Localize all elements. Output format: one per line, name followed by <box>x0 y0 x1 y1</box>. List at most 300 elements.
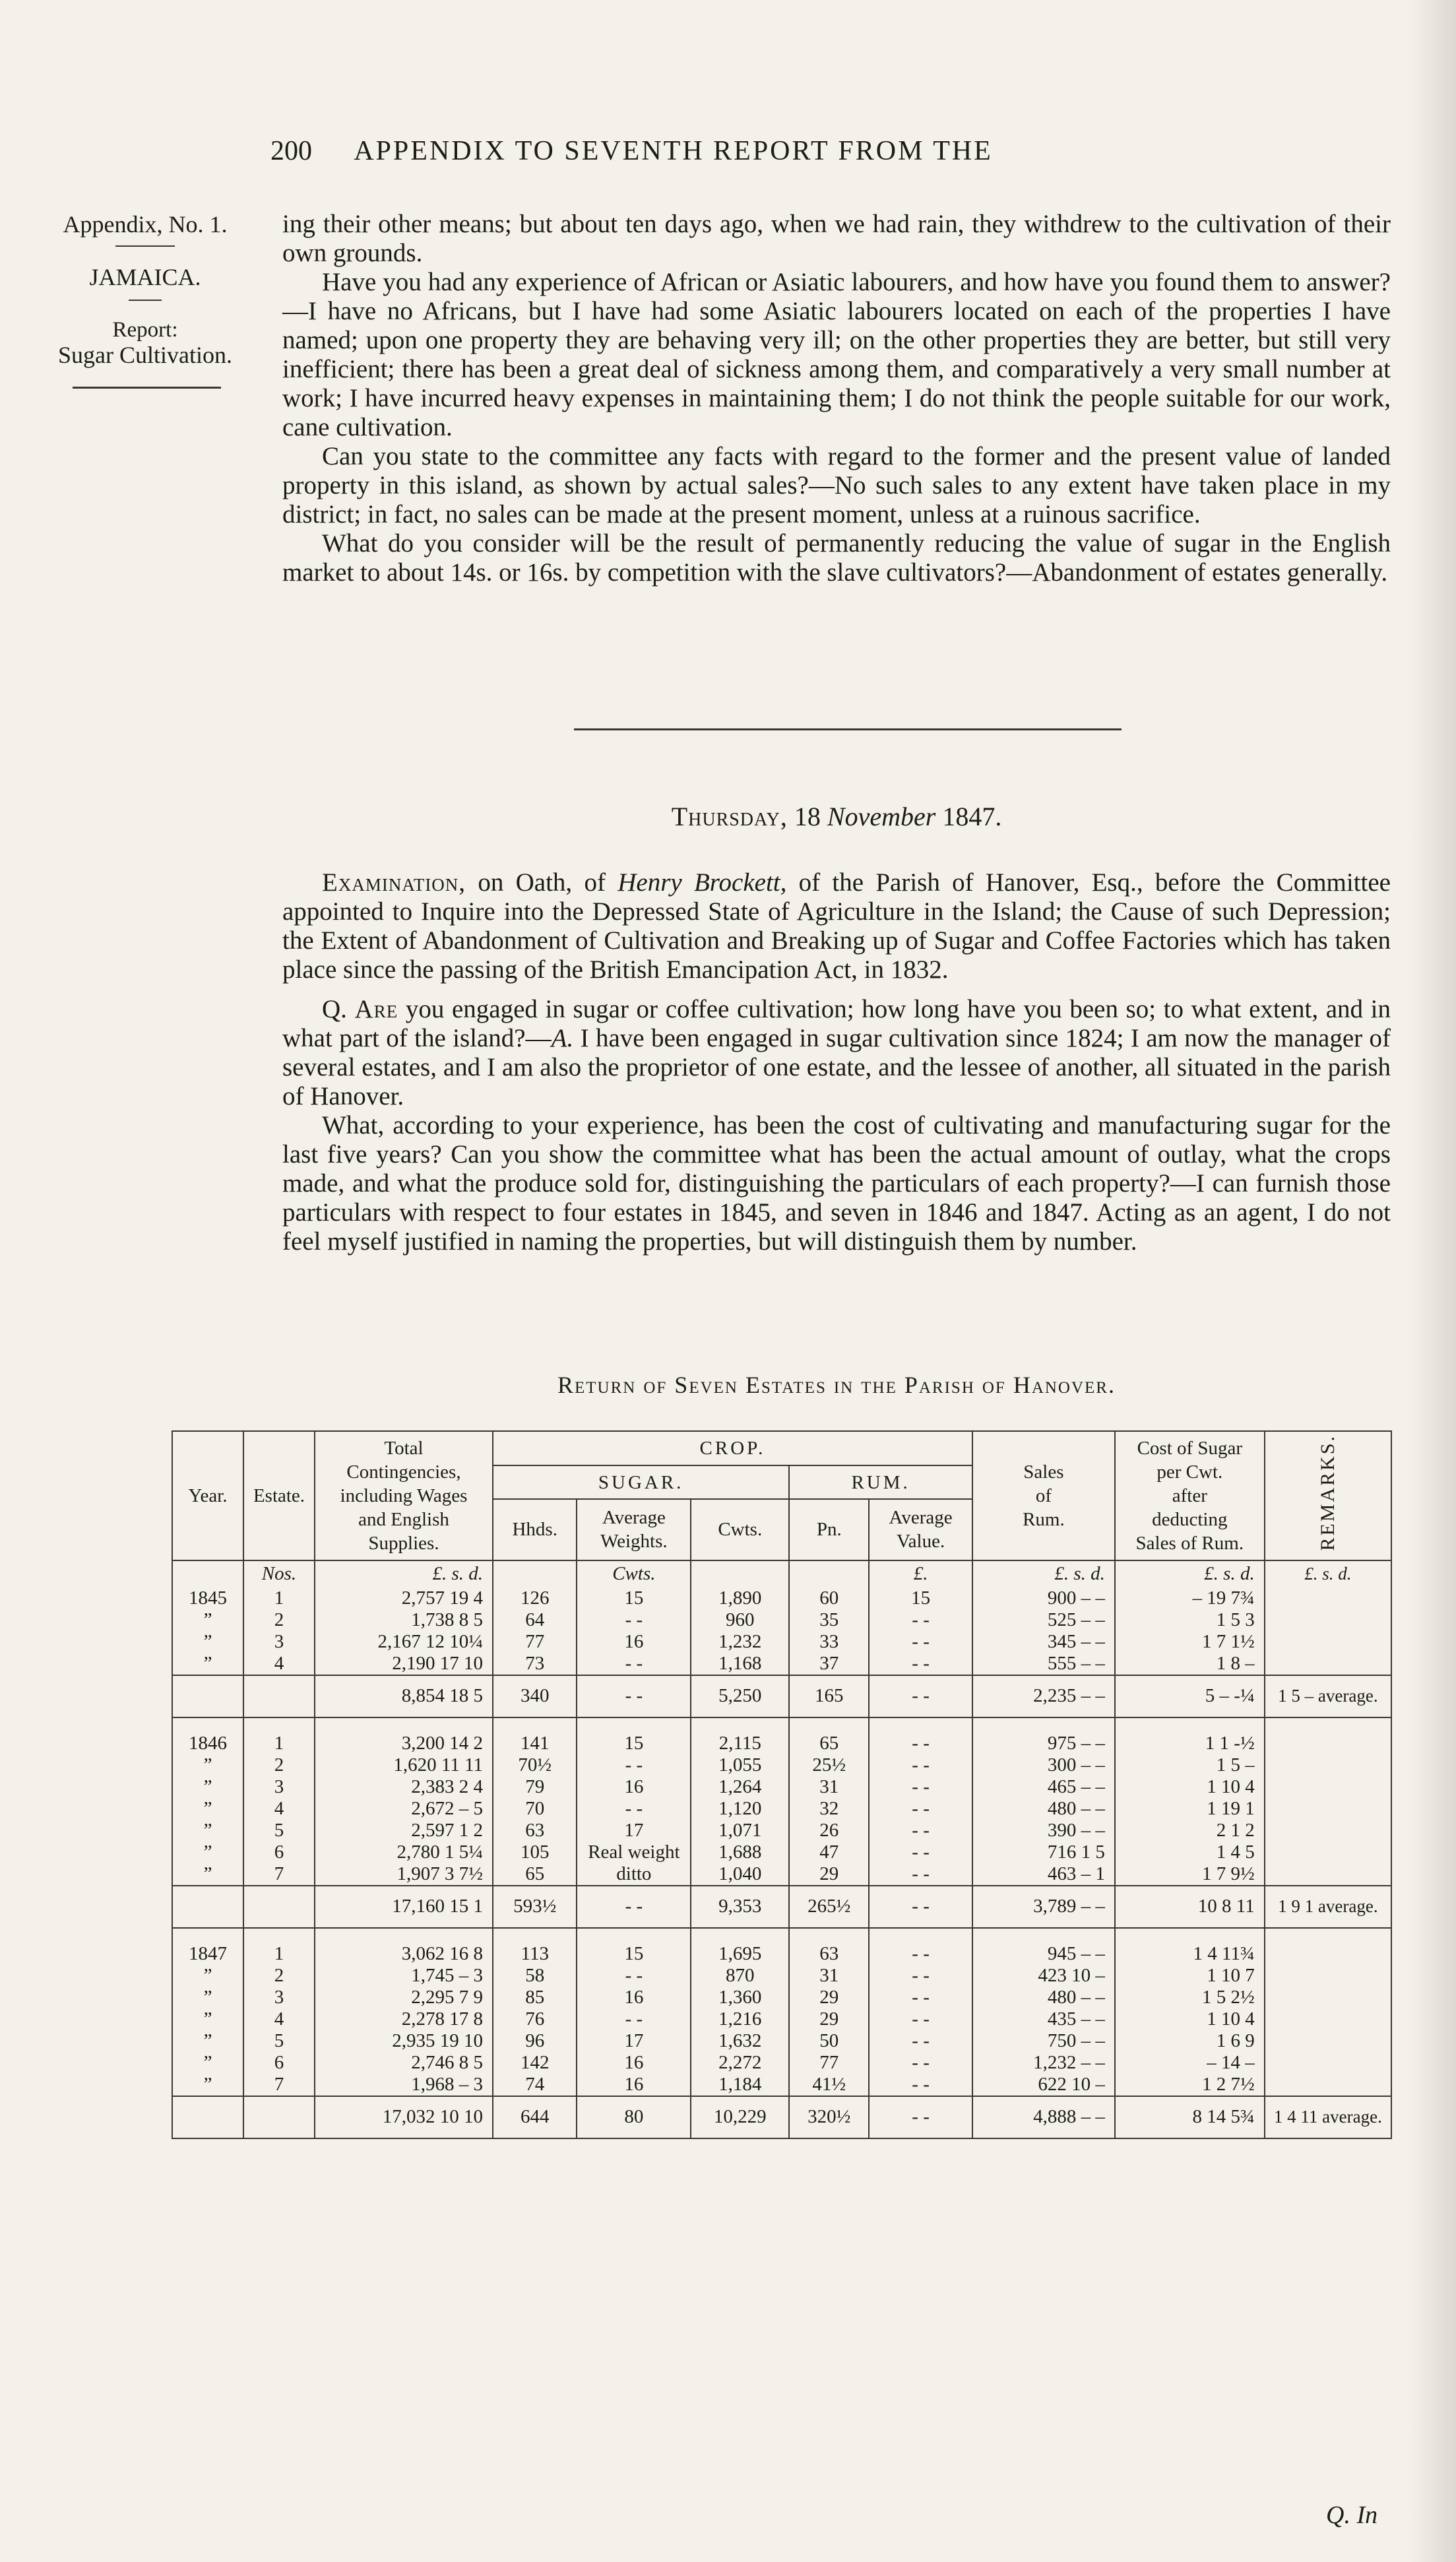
table-cell: Real weight <box>577 1841 691 1863</box>
table-cell <box>172 1675 243 1717</box>
table-cell: - - <box>869 1733 972 1754</box>
table-cell: ” <box>172 1631 243 1653</box>
table-cell: 2 <box>243 1754 315 1776</box>
table-cell: 141 <box>493 1733 577 1754</box>
table-cell: 4 <box>243 2008 315 2030</box>
table-cell: 1,232 – – <box>972 2052 1115 2074</box>
table-cell: ” <box>172 1987 243 2008</box>
table-cell: 76 <box>493 2008 577 2030</box>
table-cell: - - <box>869 1841 972 1863</box>
table-cell: 16 <box>577 1776 691 1798</box>
table-cell: - - <box>869 1609 972 1631</box>
table-cell: 423 10 – <box>972 1965 1115 1987</box>
table-cell: 17 <box>577 2030 691 2052</box>
table-cell: 1,216 <box>691 2008 789 2030</box>
table-cell: 1 5 2½ <box>1115 1987 1265 2008</box>
table-cell: ” <box>172 1754 243 1776</box>
table-cell: 8,854 18 5 <box>315 1675 493 1717</box>
table-cell: 31 <box>789 1776 869 1798</box>
table-cell: 1,745 – 3 <box>315 1965 493 1987</box>
col-sugar: SUGAR. <box>493 1465 789 1500</box>
table-cell: 1,264 <box>691 1776 789 1798</box>
table-cell: 480 – – <box>972 1798 1115 1820</box>
table-cell: - - <box>869 2052 972 2074</box>
table-cell: 2,115 <box>691 1733 789 1754</box>
table-cell: 1,071 <box>691 1820 789 1841</box>
table-cell: 2,167 12 10¼ <box>315 1631 493 1653</box>
table-cell: 29 <box>789 2008 869 2030</box>
table-cell: - - <box>577 1609 691 1631</box>
margin-report-subject: Sugar Cultivation. <box>58 342 232 368</box>
table-cell <box>243 2096 315 2138</box>
table-cell: 1847 <box>172 1943 243 1965</box>
table-cell: 7 <box>243 1863 315 1886</box>
table-cell: 345 – – <box>972 1631 1115 1653</box>
table-cell: 32 <box>789 1798 869 1820</box>
table-cell <box>1265 2030 1391 2052</box>
table-cell: ” <box>172 2052 243 2074</box>
margin-rule-tiny <box>129 300 162 301</box>
table-cell: 5,250 <box>691 1675 789 1717</box>
table-cell: 1,168 <box>691 1653 789 1675</box>
paragraph: ing their other means; but about ten days ago, when we had rain, they withdrew to the cultivation of their own grounds. <box>282 210 1391 267</box>
table-cell: – 19 7¾ <box>1115 1587 1265 1609</box>
table-cell: 2,383 2 4 <box>315 1776 493 1798</box>
table-cell: 1 6 9 <box>1115 2030 1265 2052</box>
table-cell <box>243 1886 315 1928</box>
margin-appendix: Appendix, No. 1. <box>63 211 228 238</box>
page-number: 200 <box>270 136 312 166</box>
table-cell: 1 9 1 average. <box>1265 1886 1391 1928</box>
table-cell: ” <box>172 1841 243 1863</box>
table-cell: 63 <box>789 1943 869 1965</box>
date-month: November <box>827 802 936 831</box>
table-cell: 58 <box>493 1965 577 1987</box>
table-cell: 10 8 11 <box>1115 1886 1265 1928</box>
table-cell: 74 <box>493 2074 577 2096</box>
table-cell: 77 <box>493 1631 577 1653</box>
table-cell: 29 <box>789 1987 869 2008</box>
table-cell: 435 – – <box>972 2008 1115 2030</box>
table-cell: 1 5 – <box>1115 1754 1265 1776</box>
table-cell: 16 <box>577 2074 691 2096</box>
table-cell: 113 <box>493 1943 577 1965</box>
table-cell: 2,780 1 5¼ <box>315 1841 493 1863</box>
table-cell: 900 – – <box>972 1587 1115 1609</box>
table-cell: 1845 <box>172 1587 243 1609</box>
spacer-row <box>172 1717 1391 1733</box>
table-cell: 1,055 <box>691 1754 789 1776</box>
page-edge-shadow <box>1410 0 1456 2562</box>
table-cell: 35 <box>789 1609 869 1631</box>
table-cell: - - <box>577 2008 691 2030</box>
table-cell: 2 <box>243 1609 315 1631</box>
running-header <box>270 135 993 167</box>
table-cell: 1 19 1 <box>1115 1798 1265 1820</box>
table-cell: 6 <box>243 2052 315 2074</box>
table-cell: 480 – – <box>972 1987 1115 2008</box>
table-cell: 1 1 -½ <box>1115 1733 1265 1754</box>
table-cell: - - <box>869 1820 972 1841</box>
table-cell: 1,968 – 3 <box>315 2074 493 2096</box>
table-cell: 2,935 19 10 <box>315 2030 493 2052</box>
table-cell: ” <box>172 1609 243 1631</box>
table-cell: 1 5 3 <box>1115 1609 1265 1631</box>
table-cell: 340 <box>493 1675 577 1717</box>
margin-rule-short <box>115 245 175 247</box>
table-row <box>172 2008 1391 2030</box>
table-cell: - - <box>577 1653 691 1675</box>
table-cell: 3,200 14 2 <box>315 1733 493 1754</box>
header-title: APPENDIX TO SEVENTH REPORT FROM THE <box>354 136 993 166</box>
margin-rule-long <box>73 387 221 389</box>
table-row <box>172 1965 1391 1987</box>
table-cell <box>1265 2074 1391 2096</box>
table-cell: - - <box>869 2030 972 2052</box>
table-cell: £. s. d. <box>1265 1560 1391 1587</box>
table-cell: 2,295 7 9 <box>315 1987 493 2008</box>
examination-text <box>282 868 1391 1256</box>
table-cell <box>1265 1841 1391 1863</box>
examination-lead: Examination, <box>322 868 466 897</box>
table-cell: - - <box>869 1675 972 1717</box>
table-cell: 1,360 <box>691 1987 789 2008</box>
table-title: Return of Seven Estates in the Parish of Hanover. <box>557 1372 1116 1398</box>
table-cell: 622 10 – <box>972 2074 1115 2096</box>
catchword: Q. In <box>1326 2501 1378 2529</box>
table-cell: 5 – -¼ <box>1115 1675 1265 1717</box>
table-cell: 4,888 – – <box>972 2096 1115 2138</box>
table-cell: £. s. d. <box>315 1560 493 1587</box>
table-cell: - - <box>869 1776 972 1798</box>
table-cell: 1,695 <box>691 1943 789 1965</box>
opening-text <box>282 210 1391 587</box>
table-cell: 9,353 <box>691 1886 789 1928</box>
table-cell <box>1265 1987 1391 2008</box>
table-cell: 1,890 <box>691 1587 789 1609</box>
table-cell: 2,272 <box>691 2052 789 2074</box>
table-cell <box>172 1886 243 1928</box>
table-cell <box>691 1560 789 1587</box>
table-cell: 41½ <box>789 2074 869 2096</box>
table-cell: 1,620 11 11 <box>315 1754 493 1776</box>
table-cell: 96 <box>493 2030 577 2052</box>
table-cell: 960 <box>691 1609 789 1631</box>
table-cell: 15 <box>577 1587 691 1609</box>
table-cell: 2,757 19 4 <box>315 1587 493 1609</box>
table-cell: - - <box>869 1943 972 1965</box>
table-cell: 31 <box>789 1965 869 1987</box>
total-row <box>172 1886 1391 1928</box>
table-cell: 65 <box>493 1863 577 1886</box>
table-cell: – 14 – <box>1115 2052 1265 2074</box>
table-cell: 465 – – <box>972 1776 1115 1798</box>
table-cell: - - <box>577 1754 691 1776</box>
table-cell: 300 – – <box>972 1754 1115 1776</box>
col-sales: Sales of Rum. <box>972 1431 1115 1560</box>
table-cell: - - <box>869 1886 972 1928</box>
table-cell <box>1265 1754 1391 1776</box>
table-cell: 2 1 2 <box>1115 1820 1265 1841</box>
col-pn: Pn. <box>789 1499 869 1560</box>
table-row <box>172 1587 1391 1609</box>
table-cell: 33 <box>789 1631 869 1653</box>
table-cell: 142 <box>493 2052 577 2074</box>
table-cell <box>1265 1965 1391 1987</box>
table-cell <box>1265 1587 1391 1609</box>
table-cell: 17 <box>577 1820 691 1841</box>
table-cell: 1,120 <box>691 1798 789 1820</box>
table-cell: 870 <box>691 1965 789 1987</box>
table-row <box>172 1733 1391 1754</box>
table-cell: 16 <box>577 1631 691 1653</box>
table-cell: - - <box>869 2096 972 2138</box>
table-cell <box>243 1675 315 1717</box>
table-cell: 525 – – <box>972 1609 1115 1631</box>
table-cell: 390 – – <box>972 1820 1115 1841</box>
table-cell <box>1265 1609 1391 1631</box>
table-cell: - - <box>869 1965 972 1987</box>
date-line <box>282 801 1391 832</box>
table-cell: Nos. <box>243 1560 315 1587</box>
table-row <box>172 1987 1391 2008</box>
table-cell: 945 – – <box>972 1943 1115 1965</box>
total-row <box>172 1675 1391 1717</box>
table-cell: 8 14 5¾ <box>1115 2096 1265 2138</box>
table-cell: 25½ <box>789 1754 869 1776</box>
table-cell: 50 <box>789 2030 869 2052</box>
date-number: 18 <box>794 802 821 831</box>
table-cell: £. <box>869 1560 972 1587</box>
table-cell: - - <box>869 1863 972 1886</box>
col-crop: CROP. <box>493 1431 972 1465</box>
col-estate: Estate. <box>243 1431 315 1560</box>
witness-name: Henry Brockett, <box>617 868 787 897</box>
table-cell: - - <box>577 1798 691 1820</box>
table-cell <box>789 1560 869 1587</box>
table-row <box>172 1841 1391 1863</box>
table-cell <box>1265 1653 1391 1675</box>
table-cell: - - <box>869 1631 972 1653</box>
table-cell: 1 2 7½ <box>1115 2074 1265 2096</box>
table-cell: 265½ <box>789 1886 869 1928</box>
table-cell: 2,190 17 10 <box>315 1653 493 1675</box>
table-row <box>172 1798 1391 1820</box>
table-cell: 2,597 1 2 <box>315 1820 493 1841</box>
table-cell: 1 4 5 <box>1115 1841 1265 1863</box>
table-cell: 2,672 – 5 <box>315 1798 493 1820</box>
table-cell: 5 <box>243 1820 315 1841</box>
col-year: Year. <box>172 1431 243 1560</box>
table-cell: 1 10 4 <box>1115 2008 1265 2030</box>
table-cell: 15 <box>577 1733 691 1754</box>
table-cell: 105 <box>493 1841 577 1863</box>
table-cell: 2,746 8 5 <box>315 2052 493 2074</box>
table-cell: 3 <box>243 1987 315 2008</box>
table-row <box>172 1609 1391 1631</box>
table-cell: 80 <box>577 2096 691 2138</box>
table-cell: 4 <box>243 1798 315 1820</box>
table-cell: - - <box>577 1965 691 1987</box>
paragraph: Can you state to the committee any facts with regard to the former and the present value of landed property in this island, as shown by actual sales?—No such sales to any extent have taken place in my district; in fact, no sales can be made at the present moment, unless at a ruinous sacrifice. <box>282 442 1391 528</box>
table-cell: 1 5 – average. <box>1265 1675 1391 1717</box>
col-hhds: Hhds. <box>493 1499 577 1560</box>
margin-report-label: Report: <box>112 318 178 342</box>
table-cell: 47 <box>789 1841 869 1863</box>
table-cell: 1 <box>243 1587 315 1609</box>
table-cell: 1 <box>243 1943 315 1965</box>
table-cell: 2,278 17 8 <box>315 2008 493 2030</box>
table-cell: 1 7 1½ <box>1115 1631 1265 1653</box>
table-cell: 1,184 <box>691 2074 789 2096</box>
table-cell <box>1265 1776 1391 1798</box>
date-year: 1847. <box>942 802 1002 831</box>
table-cell: 5 <box>243 2030 315 2052</box>
table-cell: 1,040 <box>691 1863 789 1886</box>
table-cell <box>1265 1631 1391 1653</box>
spacer-row <box>172 1928 1391 1943</box>
table-cell: - - <box>869 1653 972 1675</box>
col-avg-value: Average Value. <box>869 1499 972 1560</box>
table-cell: Cwts. <box>577 1560 691 1587</box>
table-cell <box>1265 1733 1391 1754</box>
table-cell: 65 <box>789 1733 869 1754</box>
table-cell: - - <box>577 1886 691 1928</box>
table-cell: 85 <box>493 1987 577 2008</box>
table-cell <box>1265 2008 1391 2030</box>
table-cell: 1 10 7 <box>1115 1965 1265 1987</box>
table-row <box>172 1863 1391 1886</box>
table-cell: 1 <box>243 1733 315 1754</box>
table-cell: 26 <box>789 1820 869 1841</box>
table-cell: 716 1 5 <box>972 1841 1115 1863</box>
table-cell: £. s. d. <box>972 1560 1115 1587</box>
table-cell: 73 <box>493 1653 577 1675</box>
table-cell: 1 7 9½ <box>1115 1863 1265 1886</box>
col-cost: Cost of Sugar per Cwt. after deducting Sales of Rum. <box>1115 1431 1265 1560</box>
table-cell: ” <box>172 2008 243 2030</box>
table-cell: 1,738 8 5 <box>315 1609 493 1631</box>
table-cell: ” <box>172 1965 243 1987</box>
table-cell: 975 – – <box>972 1733 1115 1754</box>
table-cell <box>172 1560 243 1587</box>
table-cell: 70 <box>493 1798 577 1820</box>
table-cell: 1 4 11 average. <box>1265 2096 1391 2138</box>
table-row <box>172 1653 1391 1675</box>
table-cell: 16 <box>577 1987 691 2008</box>
table-cell: 16 <box>577 2052 691 2074</box>
table-cell: 2 <box>243 1965 315 1987</box>
col-rum: RUM. <box>789 1465 972 1500</box>
table-cell: ditto <box>577 1863 691 1886</box>
table-cell: 2,235 – – <box>972 1675 1115 1717</box>
table-cell: 1,232 <box>691 1631 789 1653</box>
col-remarks: REMARKS. <box>1265 1431 1391 1560</box>
table-cell: 463 – 1 <box>972 1863 1115 1886</box>
table-cell: - - <box>869 1987 972 2008</box>
col-contingencies: Total Contingencies, including Wages and English Supplies. <box>315 1431 493 1560</box>
table-row <box>172 2030 1391 2052</box>
table-cell: - - <box>869 1754 972 1776</box>
table-cell: 4 <box>243 1653 315 1675</box>
table-cell: 15 <box>577 1943 691 1965</box>
question-paragraph: What, according to your experience, has been the cost of cultivating and manufacturing sugar for the last five years? Can you show the committee what has been the actual amount of outlay, what the crops made, and what the produce sold for, distinguishing the particulars of each property?—I can furnish those particulars with respect to four estates in 1845, and seven in 1846 and 1847. Acting as an agent, I do not feel myself justified in naming the properties, but will distinguish them by number. <box>282 1111 1391 1256</box>
table-cell: 17,160 15 1 <box>315 1886 493 1928</box>
table-cell: 1,632 <box>691 2030 789 2052</box>
table-row <box>172 1943 1391 1965</box>
section-separator <box>574 728 1122 730</box>
table-cell: - - <box>869 2008 972 2030</box>
table-cell: 3,062 16 8 <box>315 1943 493 1965</box>
table-cell: - - <box>869 1798 972 1820</box>
table-row <box>172 1820 1391 1841</box>
table-cell: 3,789 – – <box>972 1886 1115 1928</box>
table-cell: ” <box>172 1776 243 1798</box>
table-cell: £. s. d. <box>1115 1560 1265 1587</box>
col-avg-weights: Average Weights. <box>577 1499 691 1560</box>
paragraph: What do you consider will be the result of permanently reducing the value of sugar in the English market to about 14s. or 16s. by competition with the slave cultivators?—Abandonment of estates generally. <box>282 529 1391 587</box>
table-cell: - - <box>577 1675 691 1717</box>
col-cwts: Cwts. <box>691 1499 789 1560</box>
table-cell: 3 <box>243 1776 315 1798</box>
table-cell <box>1265 1943 1391 1965</box>
table-cell <box>1265 1820 1391 1841</box>
table-cell: ” <box>172 2074 243 2096</box>
table-cell: 1 4 11¾ <box>1115 1943 1265 1965</box>
table-cell <box>172 2096 243 2138</box>
table-cell: 1846 <box>172 1733 243 1754</box>
table-cell: 750 – – <box>972 2030 1115 2052</box>
table-cell: 6 <box>243 1841 315 1863</box>
table-row <box>172 1631 1391 1653</box>
table-cell: ” <box>172 2030 243 2052</box>
table-cell: 64 <box>493 1609 577 1631</box>
table-cell <box>493 1560 577 1587</box>
date-day: Thursday, <box>671 802 788 831</box>
table-row <box>172 1776 1391 1798</box>
table-cell: 29 <box>789 1863 869 1886</box>
table-cell <box>1265 2052 1391 2074</box>
table-cell: 644 <box>493 2096 577 2138</box>
table-row <box>172 1754 1391 1776</box>
table-cell: 60 <box>789 1587 869 1609</box>
table-cell: 555 – – <box>972 1653 1115 1675</box>
table-cell: ” <box>172 1863 243 1886</box>
table-cell <box>1265 1863 1391 1886</box>
table-cell: - - <box>869 2074 972 2096</box>
table-cell: 3 <box>243 1631 315 1653</box>
table-cell: 79 <box>493 1776 577 1798</box>
table-cell: 1,688 <box>691 1841 789 1863</box>
question-paragraph: Q. Are you engaged in sugar or coffee cultivation; how long have you been so; to what extent, and in what part of the island?—A. I have been engaged in sugar cultivation since 1824; I am now the manager of several estates, and I am also the proprietor of one estate, and the lessee of another, all situated in the parish of Hanover. <box>282 995 1391 1110</box>
table-cell: ” <box>172 1798 243 1820</box>
return-table <box>172 1430 1392 2139</box>
table-cell: 165 <box>789 1675 869 1717</box>
table-cell: 320½ <box>789 2096 869 2138</box>
table-cell: 126 <box>493 1587 577 1609</box>
table-cell: 63 <box>493 1820 577 1841</box>
paragraph: Have you had any experience of African or Asiatic labourers, and how have you found them to answer?—I have no Africans, but I have had some Asiatic labourers located on each of the properties I have named; upon one property they are behaving very ill; on the other properties they are better, but still very inefficient; there has been a great deal of sickness among them, and comparatively a very small number at work; I have incurred heavy expenses in maintaining them; I do not think the people suitable for our work, cane cultivation. <box>282 268 1391 441</box>
table-cell: 17,032 10 10 <box>315 2096 493 2138</box>
table-cell: ” <box>172 1653 243 1675</box>
table-cell: 593½ <box>493 1886 577 1928</box>
table-cell: 37 <box>789 1653 869 1675</box>
table-cell <box>1265 1798 1391 1820</box>
table-cell: 1 8 – <box>1115 1653 1265 1675</box>
table-cell: 1 10 4 <box>1115 1776 1265 1798</box>
table-cell: 15 <box>869 1587 972 1609</box>
margin-place: JAMAICA. <box>89 264 201 290</box>
